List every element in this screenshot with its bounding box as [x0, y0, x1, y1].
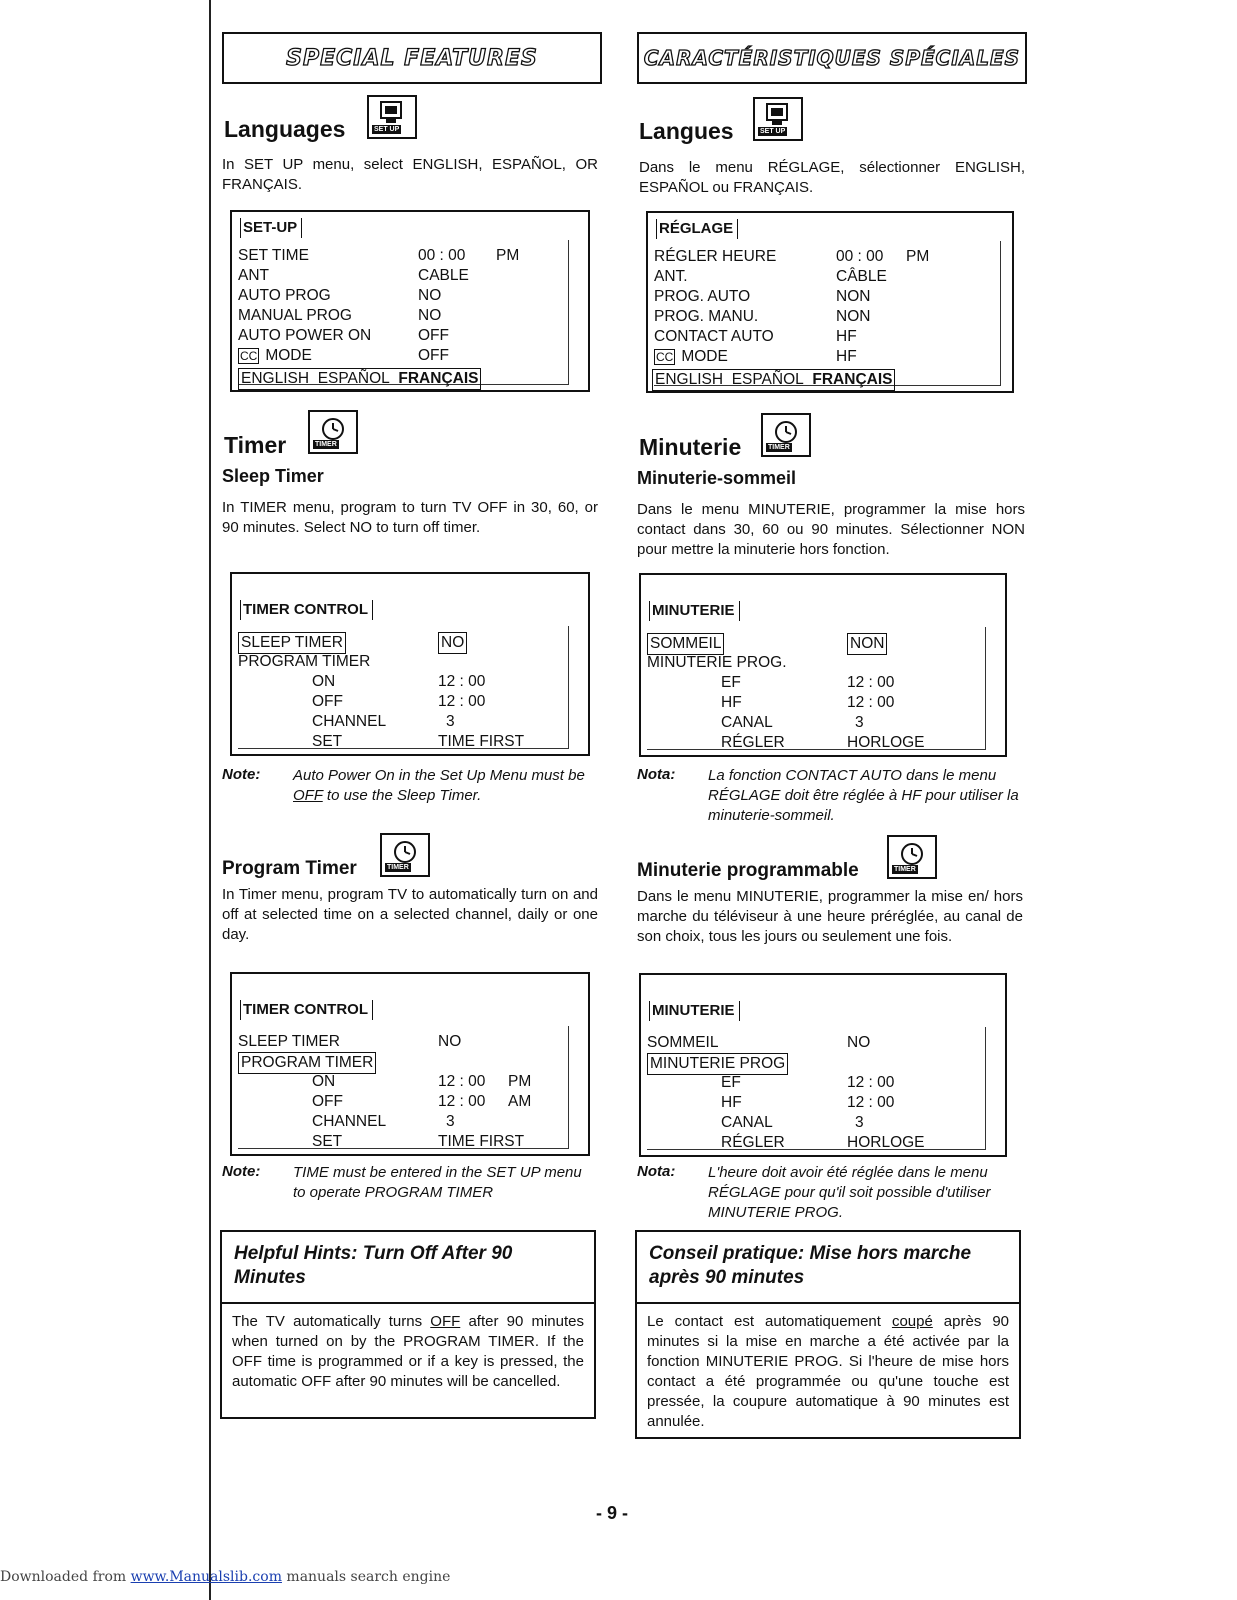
section-banner	[637, 32, 1027, 84]
timer-control-menu-sleep	[230, 572, 590, 756]
timer-clock-icon	[380, 833, 430, 877]
menu-row	[238, 306, 568, 326]
languages-title: Languages	[224, 116, 346, 142]
timer-menu-row	[238, 1112, 568, 1132]
menu-row-extra: PM	[496, 247, 520, 264]
timer-menu-title: MINUTERIE	[649, 601, 740, 621]
menu-row	[238, 326, 568, 346]
menu-row-label: CC MODE	[656, 348, 728, 365]
menu-row	[654, 307, 984, 327]
menu-row	[654, 247, 984, 267]
banner-title: CARACTÉRISTIQUES SPÉCIALES	[643, 46, 1021, 70]
hint-title: Conseil pratique: Mise hors marche après 90 minutes	[649, 1243, 972, 1288]
note-text: La fonction CONTACT AUTO dans le menu RÉGLAGE doit être réglée à HF pour utiliser la minuterie-sommeil.	[708, 767, 1019, 824]
timer-row-label: CANAL	[721, 714, 773, 731]
timer-icon-label: TIMER	[894, 866, 916, 873]
timer-control-menu-sleep	[639, 573, 1007, 757]
menu-row-value: 00 : 00	[836, 248, 884, 265]
timer-row-label: PROGRAM TIMER	[238, 653, 371, 670]
note-text: TIME must be entered in the SET UP menu to operate PROGRAM TIMER	[293, 1164, 582, 1201]
menu-row	[238, 346, 568, 366]
menu-row	[238, 286, 568, 306]
timer-icon-label: TIMER	[315, 441, 337, 448]
section-banner	[222, 32, 602, 84]
timer-menu-row	[238, 732, 568, 752]
setup-menu-screen	[646, 211, 1014, 393]
menu-row	[654, 347, 984, 367]
timer-menu-row	[647, 1033, 985, 1053]
timer-row-label: OFF	[312, 693, 343, 710]
timer-menu-row	[647, 693, 985, 713]
note-text: L'heure doit avoir été réglée dans le menu RÉGLAGE pour qu'il soit possible d'utiliser MINUTERIE PROG.	[708, 1164, 991, 1221]
timer-menu-title: MINUTERIE	[649, 1001, 740, 1021]
menu-row	[654, 327, 984, 347]
sleep-timer-text: Dans le menu MINUTERIE, programmer la mise hors contact dans 30, 60 ou 90 minutes. Sélectionner NON pour mettre la minuterie hors fonction.	[637, 501, 1025, 558]
timer-row-value: HORLOGE	[847, 1134, 925, 1151]
timer-row-label: HF	[721, 694, 742, 711]
timer-row-label: RÉGLER	[721, 1134, 785, 1151]
timer-row-ampm: AM	[508, 1093, 532, 1110]
hint-body: The TV automatically turns OFF after 90 minutes when turned on by the PROGRAM TIMER. If the OFF time is programmed or if a key is pressed, the automatic OFF after 90 minutes will be cancelled.	[232, 1313, 584, 1390]
timer-menu-row	[647, 1113, 985, 1133]
timer-icon-label: TIMER	[768, 444, 790, 451]
timer-icon-label: TIMER	[387, 864, 409, 871]
timer-clock-icon	[761, 413, 811, 457]
menu-row-label: AUTO POWER ON	[238, 327, 372, 344]
timer-row-label: ON	[312, 1073, 336, 1090]
note-label: Note:	[222, 1163, 261, 1180]
menu-row-value: 00 : 00	[418, 247, 466, 264]
menu-row-value: NO	[418, 307, 442, 324]
note-text: Auto Power On in the Set Up Menu must be OFF to use the Sleep Timer.	[293, 767, 585, 804]
timer-row-label: SOMMEIL	[647, 633, 724, 655]
menu-row	[654, 287, 984, 307]
timer-row-label: RÉGLER	[721, 734, 785, 751]
helpful-hints-box	[220, 1230, 596, 1419]
timer-menu-row	[238, 1132, 568, 1152]
timer-menu-row	[238, 692, 568, 712]
cc-icon: CC	[240, 349, 258, 363]
helpful-hints-box	[635, 1230, 1021, 1439]
timer-row-label: MINUTERIE PROG	[647, 1053, 788, 1075]
timer-row-value: NO	[438, 632, 467, 654]
timer-menu-row	[647, 733, 985, 753]
menu-row-value: CÂBLE	[836, 268, 887, 285]
timer-row-value: NON	[847, 633, 887, 655]
setup-icon-label: SET UP	[760, 128, 786, 135]
menu-row-value: OFF	[418, 327, 449, 344]
page-number: - 9 -	[596, 1503, 629, 1523]
menu-row-label: ANT	[238, 267, 269, 284]
timer-row-value: TIME FIRST	[438, 1133, 525, 1150]
timer-row-value: 3	[855, 1114, 864, 1131]
menu-row-value: HF	[836, 328, 857, 345]
language-options	[238, 368, 558, 388]
timer-title: Minuterie	[639, 434, 742, 460]
timer-row-label: EF	[721, 674, 741, 691]
program-timer-title: Program Timer	[222, 858, 357, 879]
banner-title: SPECIAL FEATURES	[286, 45, 538, 71]
menu-row-extra: PM	[906, 248, 930, 265]
language-options	[652, 369, 972, 389]
lang-english: ENGLISH ESPAÑOL FRANÇAIS	[652, 369, 895, 391]
lang-english: ENGLISH ESPAÑOL FRANÇAIS	[238, 368, 481, 390]
timer-clock-icon	[887, 835, 937, 879]
timer-title: Timer	[224, 432, 287, 458]
menu-row	[238, 266, 568, 286]
menu-row-label: MANUAL PROG	[238, 307, 352, 324]
menu-row	[654, 267, 984, 287]
menu-row-label: CONTACT AUTO	[654, 328, 774, 345]
timer-row-label: OFF	[312, 1093, 343, 1110]
languages-text: Dans le menu RÉGLAGE, sélectionner ENGLISH, ESPAÑOL ou FRANÇAIS.	[639, 159, 1025, 196]
timer-menu-row	[238, 1092, 568, 1112]
timer-row-value: 3	[446, 713, 455, 730]
timer-menu-row	[238, 1032, 568, 1052]
note-label: Nota:	[637, 1163, 676, 1180]
note-label: Note:	[222, 766, 261, 783]
timer-row-label: MINUTERIE PROG.	[647, 654, 787, 671]
hint-body: Le contact est automatiquement coupé après 90 minutes si la mise en marche a été activée par la fonction MINUTERIE PROG. Si l'heure de mise hors contact a été programmée ou qu'une touche est pressée, la coupure automatique à 90 minutes est annulée.	[647, 1313, 1009, 1430]
menu-row-label: RÉGLER HEURE	[654, 248, 777, 265]
timer-row-value: HORLOGE	[847, 734, 925, 751]
menu-row-value: NO	[418, 287, 442, 304]
timer-row-label: SLEEP TIMER	[238, 632, 346, 654]
timer-row-label: SET	[312, 733, 343, 750]
menu-row-label: CC MODE	[240, 347, 312, 364]
languages-text: In SET UP menu, select ENGLISH, ESPAÑOL, OR FRANÇAIS.	[222, 156, 598, 193]
timer-menu-row	[647, 673, 985, 693]
program-timer-text: Dans le menu MINUTERIE, programmer la mise en/ hors marche du téléviseur à une heure préréglée, au canal de son choix, tous les jours ou seulement une fois.	[637, 888, 1023, 945]
program-timer-title: Minuterie programmable	[637, 860, 859, 881]
menu-row-value: NON	[836, 308, 871, 325]
timer-row-label: SOMMEIL	[647, 1034, 719, 1051]
menu-row-label: PROG. AUTO	[654, 288, 751, 305]
timer-row-label: EF	[721, 1074, 741, 1091]
setup-icon-label: SET UP	[374, 126, 400, 133]
timer-row-value: 3	[446, 1113, 455, 1130]
download-footer: Downloaded from www.Manualslib.com manuals search engine	[0, 1569, 451, 1585]
sleep-timer-text: In TIMER menu, program to turn TV OFF in 30, 60, or 90 minutes. Select NO to turn off timer.	[222, 499, 598, 536]
timer-row-label: CHANNEL	[312, 1113, 387, 1130]
sleep-timer-heading: Sleep Timer	[222, 466, 324, 486]
manualslib-link[interactable]: www.Manualslib.com	[130, 1569, 282, 1585]
timer-row-value: NO	[847, 1034, 871, 1051]
timer-row-value: 12 : 00	[438, 1093, 486, 1110]
timer-row-label: SET	[312, 1133, 343, 1150]
menu-row-label: AUTO PROG	[238, 287, 331, 304]
timer-row-label: ON	[312, 673, 336, 690]
setup-menu-screen	[230, 210, 590, 392]
menu-row-label: PROG. MANU.	[654, 308, 759, 325]
timer-menu-row	[238, 712, 568, 732]
timer-menu-row	[238, 672, 568, 692]
note-label: Nota:	[637, 766, 676, 783]
timer-clock-icon	[308, 410, 358, 454]
timer-row-value: 12 : 00	[438, 693, 486, 710]
timer-row-label: HF	[721, 1094, 742, 1111]
timer-menu-row	[647, 713, 985, 733]
menu-row-label: ANT.	[654, 268, 688, 285]
setup-icon	[753, 97, 803, 141]
timer-row-value: 3	[855, 714, 864, 731]
timer-menu-row	[238, 632, 568, 652]
sleep-timer-heading: Minuterie-sommeil	[637, 468, 797, 488]
timer-control-menu-program	[639, 973, 1007, 1157]
timer-menu-row	[647, 1053, 985, 1073]
timer-menu-row	[238, 1052, 568, 1072]
menu-row-value: NON	[836, 288, 871, 305]
page-binding-line	[209, 0, 211, 1600]
menu-row-value: HF	[836, 348, 857, 365]
setup-icon	[367, 95, 417, 139]
timer-menu-title: TIMER CONTROL	[240, 600, 373, 620]
timer-row-value: 12 : 00	[847, 1074, 895, 1091]
timer-menu-title: TIMER CONTROL	[240, 1000, 373, 1020]
setup-menu-title: RÉGLAGE	[656, 219, 738, 239]
menu-row	[238, 246, 568, 266]
timer-control-menu-program	[230, 972, 590, 1156]
timer-row-value: 12 : 00	[438, 673, 486, 690]
timer-menu-row	[647, 653, 985, 673]
timer-menu-row	[647, 1093, 985, 1113]
menu-row-value: OFF	[418, 347, 449, 364]
menu-row-label: SET TIME	[238, 247, 309, 264]
languages-title: Langues	[639, 118, 734, 144]
timer-menu-row	[238, 1072, 568, 1092]
timer-menu-row	[647, 633, 985, 653]
timer-row-value: 12 : 00	[847, 694, 895, 711]
hint-title: Helpful Hints: Turn Off After 90 Minutes	[234, 1243, 513, 1288]
timer-menu-row	[647, 1133, 985, 1153]
timer-menu-row	[238, 652, 568, 672]
timer-row-label: SLEEP TIMER	[238, 1033, 340, 1050]
timer-row-ampm: PM	[508, 1073, 532, 1090]
timer-menu-row	[647, 1073, 985, 1093]
timer-row-value: 12 : 00	[847, 1094, 895, 1111]
timer-row-value: 12 : 00	[438, 1073, 486, 1090]
timer-row-label: CANAL	[721, 1114, 773, 1131]
program-timer-text: In Timer menu, program TV to automatically turn on and off at selected time on a selected channel, daily or one day.	[222, 886, 598, 943]
timer-row-value: TIME FIRST	[438, 733, 525, 750]
timer-row-value: 12 : 00	[847, 674, 895, 691]
setup-menu-title: SET-UP	[240, 218, 302, 238]
menu-row-value: CABLE	[418, 267, 469, 284]
timer-row-label: CHANNEL	[312, 713, 387, 730]
timer-row-label: PROGRAM TIMER	[238, 1052, 376, 1074]
timer-row-value: NO	[438, 1033, 462, 1050]
cc-icon: CC	[656, 350, 674, 364]
